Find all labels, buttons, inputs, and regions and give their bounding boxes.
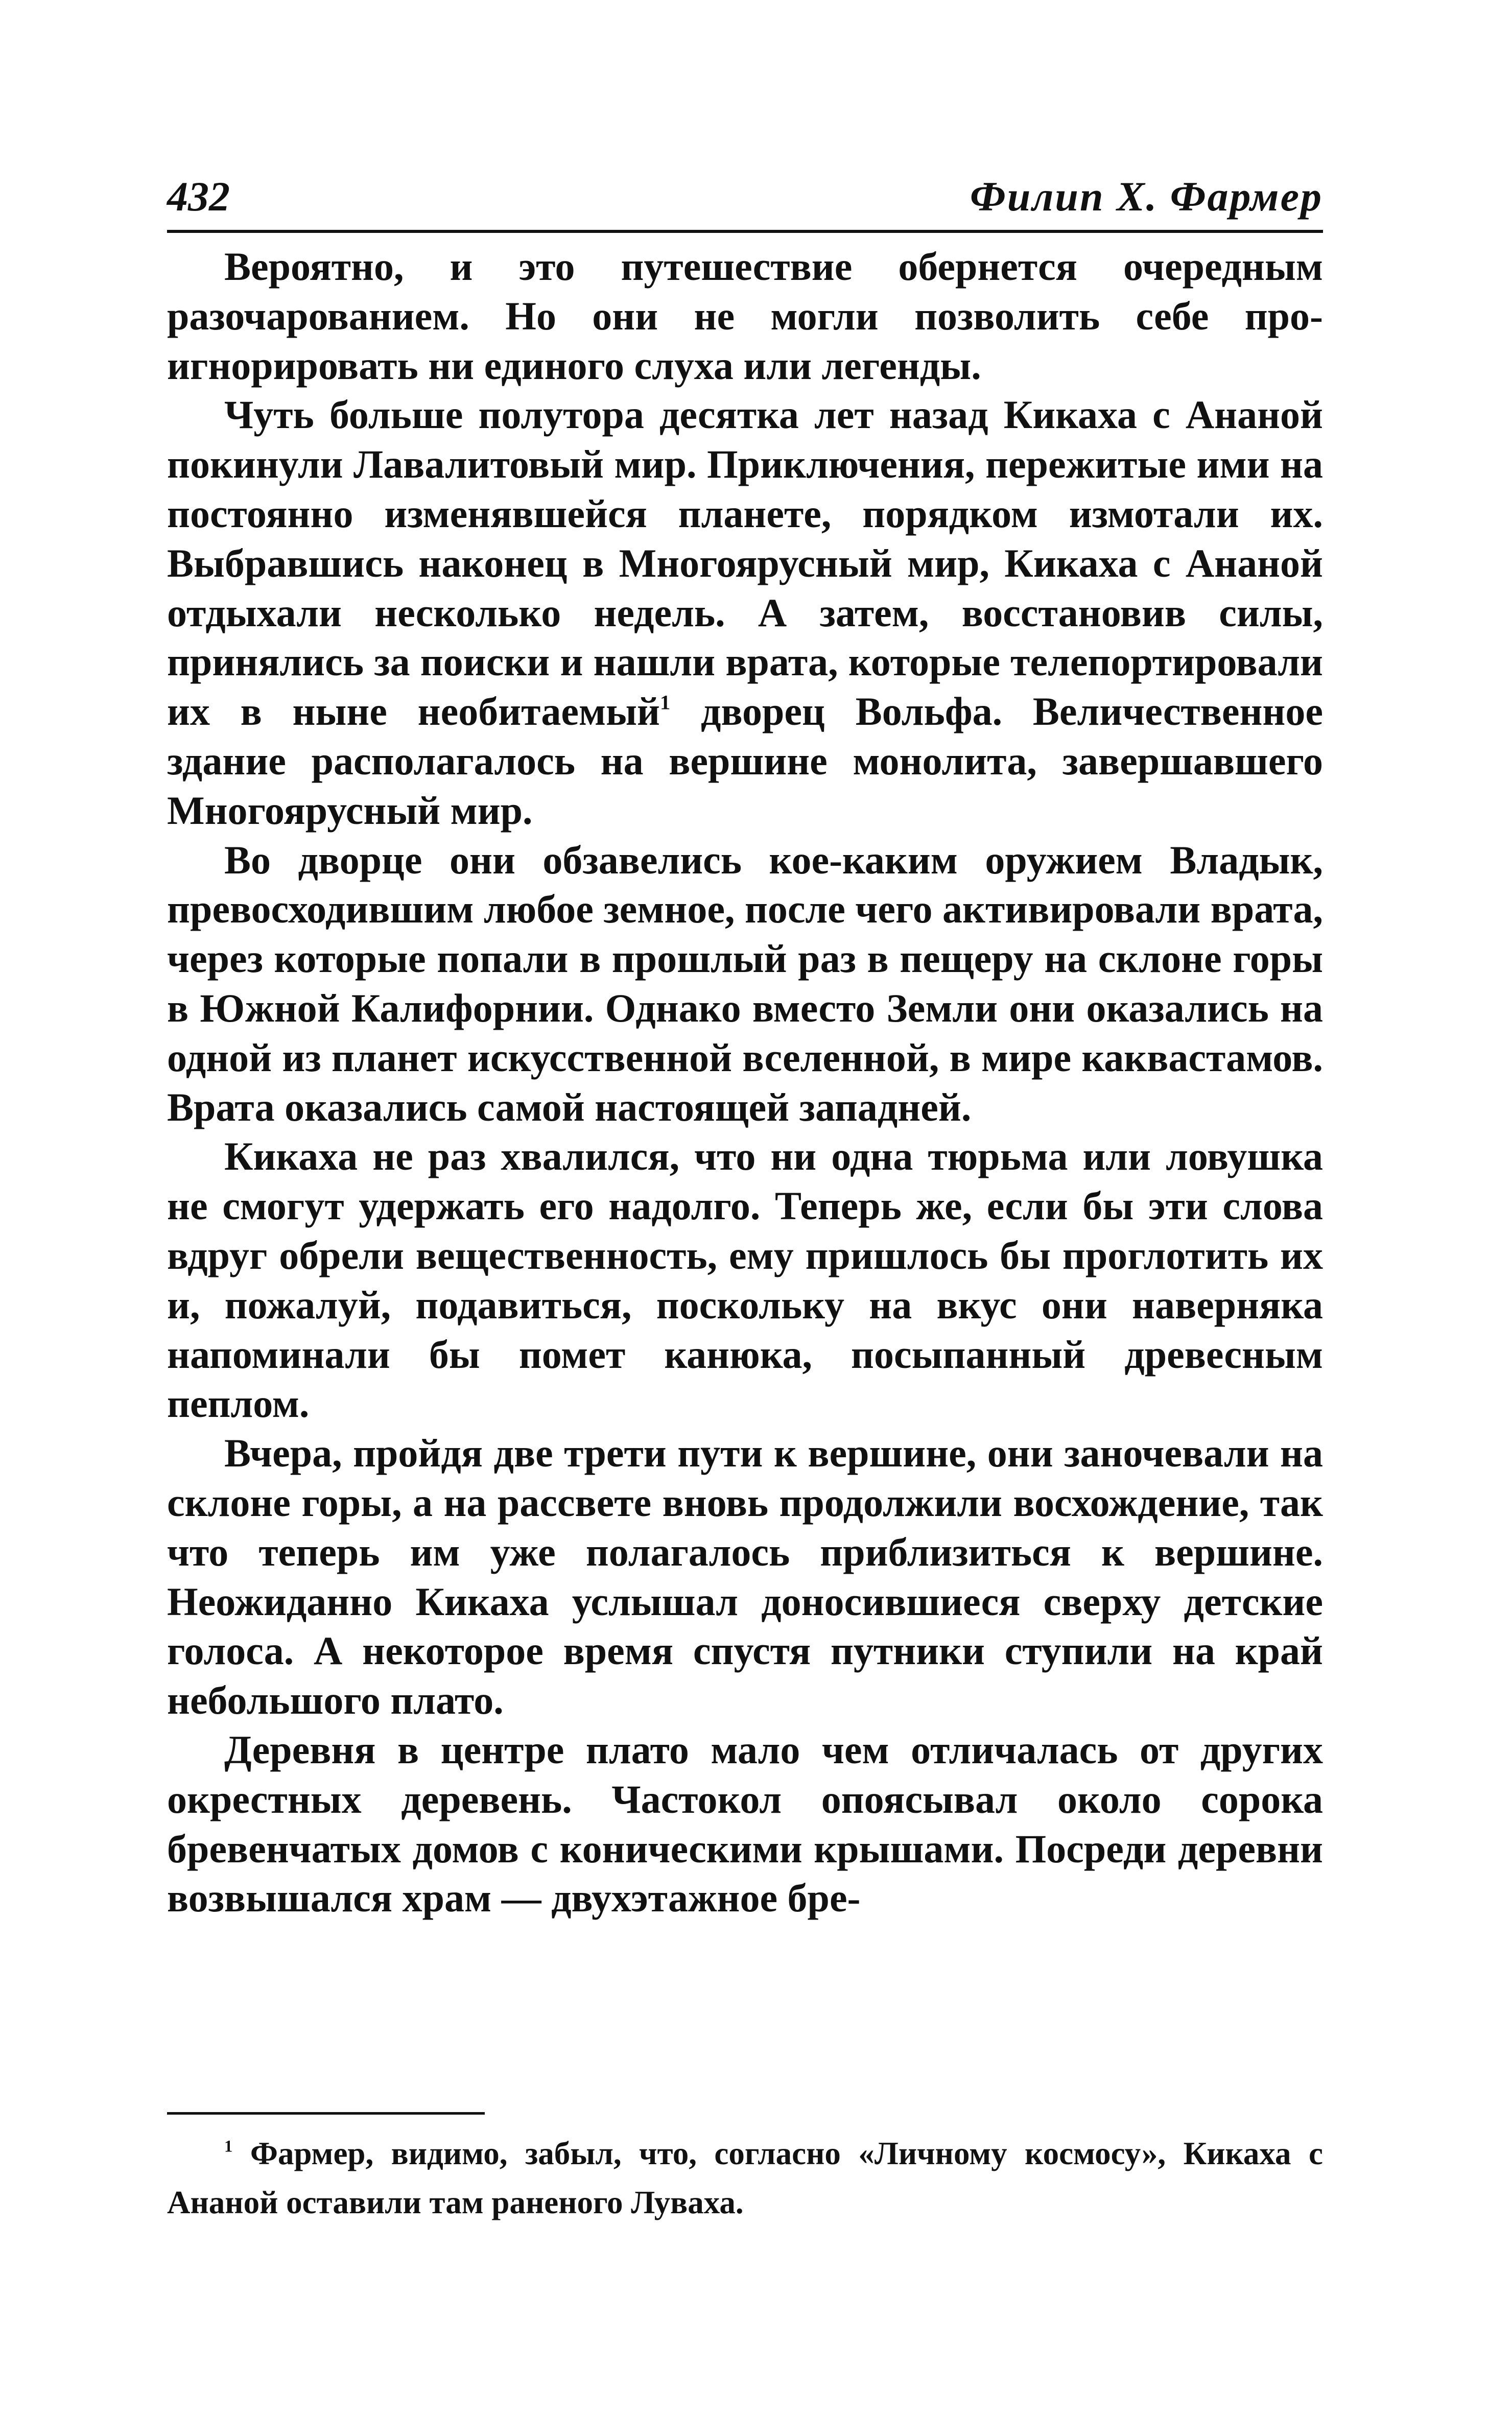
body-text — [167, 242, 1323, 1923]
paragraph — [167, 390, 1323, 835]
footnote-reference: 1 — [660, 691, 671, 714]
footnote-text: Фармер, видимо, забыл, что, согласно «Личному космосу», Кикаха с Ананой оставили там раненого Луваха. — [167, 2136, 1323, 2220]
book-page — [167, 153, 1323, 2273]
paragraph: Во дворце они обзавелись кое-каким оружием Владык, превосходившим любое земное, после чего активировали врата, через которые попали в прошлый раз в пещеру на склоне горы в Южной Калифорнии. Однако вместо Земли они оказались на одной из планет искусственной вселенной, в мире каквастамов. Врата оказались самой настоящей западней. — [167, 837, 1323, 1129]
paragraph-text: дворец Вольфа. Величественное здание располагалось на вершине монолита, завершавшего Многоярусный мир. — [167, 689, 1323, 833]
paragraph: Кикаха не раз хвалился, что ни одна тюрьма или ловушка не смогут удержать его надолго. Теперь же, если бы эти слова вдруг обрели вещественность, ему пришлось бы проглотить их и, пожалуй, подавиться, поскольку на вкус они наверняка напоминали бы помет канюка, посыпанный древесным пеплом. — [167, 1134, 1323, 1426]
running-head — [167, 153, 1323, 233]
paragraph: Вчера, пройдя две трети пути к вершине, они заночевали на склоне горы, а на рассвете вновь продолжили восхождение, так что теперь им уже полагалось приблизиться к вершине. Неожиданно Кикаха услышал доносившиеся сверху детские голоса. А некоторое время спустя путники ступили на край небольшого плато. — [167, 1431, 1323, 1723]
footnotes — [167, 2129, 1323, 2227]
footnote — [167, 2129, 1323, 2227]
footnote-divider — [167, 2112, 485, 2115]
paragraph: Вероятно, и это путешествие обернется очередным разочарованием. Но они не могли позволить себе проигнорировать ни единого слуха или легенды. — [167, 244, 1323, 388]
page-number: 432 — [167, 173, 230, 220]
paragraph-text: Чуть больше полутора десятка лет назад Кикаха с Ананой покинули Лавалитовый мир. Приключения, пережитые ими на постоянно изменявшейся планете, порядком измотали их. Выбравшись наконец в Многоярусный мир, Кикаха с Ананой отдыхали несколько недель. А затем, восстановив силы, принялись за поиски и нашли врата, которые телепортировали их в ныне необитаемый — [167, 392, 1323, 734]
footnote-marker: 1 — [224, 2137, 233, 2156]
book-author: Филип Х. Фармер — [970, 173, 1323, 220]
paragraph: Деревня в центре плато мало чем отличалась от других окрестных деревень. Частокол опоясывал около сорока бревенчатых домов с коническими крышами. Посреди деревни возвышался храм — двухэтажное бре- — [167, 1727, 1323, 1921]
